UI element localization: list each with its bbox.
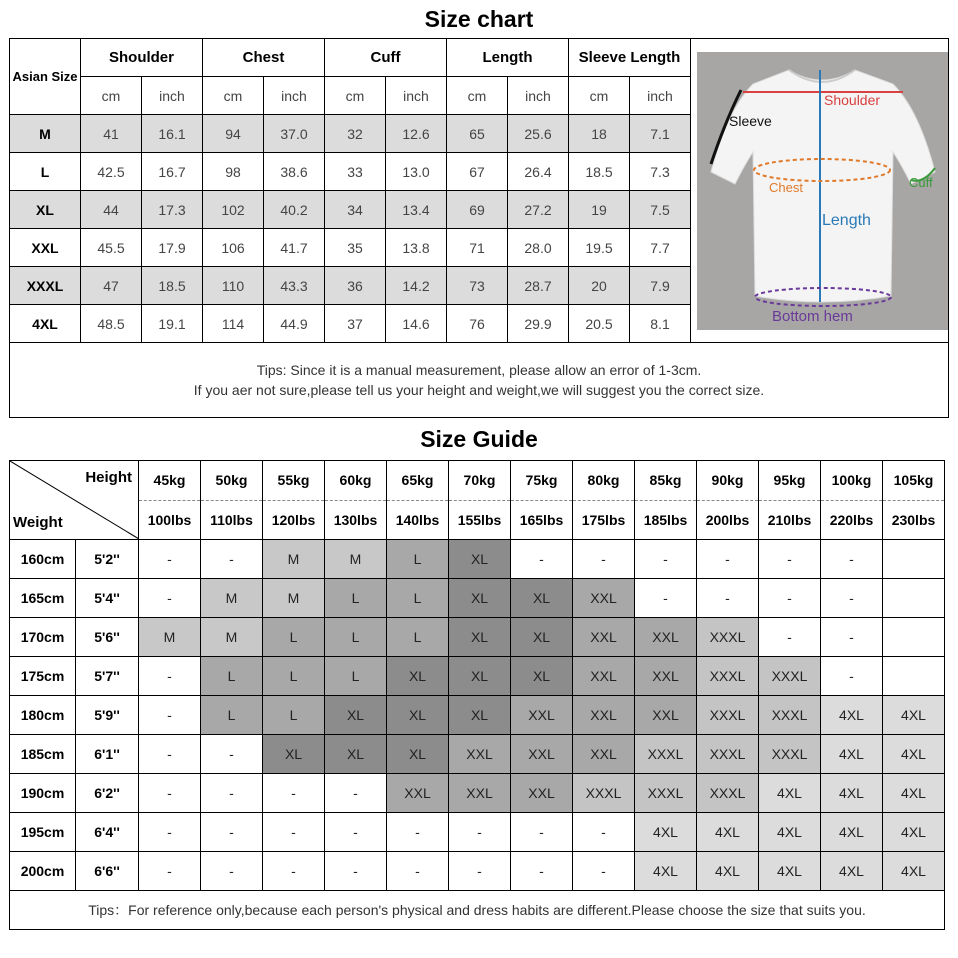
size-cell: 4XL bbox=[883, 696, 945, 735]
weight-kg-header: 50kg bbox=[201, 461, 263, 501]
size-label: 4XL bbox=[10, 305, 81, 343]
column-header: Length bbox=[447, 39, 569, 77]
table-cell: 18.5 bbox=[569, 153, 630, 191]
weight-kg-header: 60kg bbox=[325, 461, 387, 501]
height-ft: 5'4'' bbox=[76, 579, 139, 618]
weight-lbs-header: 140lbs bbox=[387, 500, 449, 540]
weight-lbs-header: 165lbs bbox=[511, 500, 573, 540]
height-ft: 5'7'' bbox=[76, 657, 139, 696]
table-cell: 18 bbox=[569, 115, 630, 153]
height-ft: 5'2'' bbox=[76, 540, 139, 579]
size-cell: XXL bbox=[511, 735, 573, 774]
size-cell: L bbox=[201, 657, 263, 696]
size-cell: XL bbox=[511, 657, 573, 696]
weight-kg-header: 55kg bbox=[263, 461, 325, 501]
size-cell: 4XL bbox=[759, 852, 821, 891]
column-header: Shoulder bbox=[81, 39, 203, 77]
size-cell: - bbox=[387, 852, 449, 891]
size-cell: - bbox=[325, 813, 387, 852]
size-cell: XXXL bbox=[697, 657, 759, 696]
weight-kg-header: 95kg bbox=[759, 461, 821, 501]
size-cell: XXL bbox=[635, 618, 697, 657]
table-cell: 17.9 bbox=[142, 229, 203, 267]
height-ft: 5'6'' bbox=[76, 618, 139, 657]
size-cell: - bbox=[325, 774, 387, 813]
shoulder-label: Shoulder bbox=[824, 92, 881, 108]
weight-lbs-header: 155lbs bbox=[449, 500, 511, 540]
table-cell: 67 bbox=[447, 153, 508, 191]
height-cm: 200cm bbox=[10, 852, 76, 891]
unit-header: cm bbox=[325, 77, 386, 115]
size-cell: - bbox=[821, 618, 883, 657]
size-cell: 4XL bbox=[635, 852, 697, 891]
size-cell: - bbox=[821, 540, 883, 579]
size-cell: M bbox=[201, 579, 263, 618]
size-cell: - bbox=[263, 813, 325, 852]
size-cell: - bbox=[139, 657, 201, 696]
size-cell: XXL bbox=[511, 696, 573, 735]
table-cell: 8.1 bbox=[630, 305, 691, 343]
table-cell: 14.2 bbox=[386, 267, 447, 305]
table-cell: 20 bbox=[569, 267, 630, 305]
size-cell: 4XL bbox=[821, 852, 883, 891]
size-cell: L bbox=[263, 618, 325, 657]
size-cell: L bbox=[325, 657, 387, 696]
size-cell: L bbox=[387, 618, 449, 657]
tshirt-measurement-diagram bbox=[697, 52, 948, 330]
weight-lbs-header: 175lbs bbox=[573, 500, 635, 540]
size-cell: XXL bbox=[511, 774, 573, 813]
size-cell: L bbox=[387, 579, 449, 618]
table-cell: 94 bbox=[203, 115, 264, 153]
weight-kg-header: 45kg bbox=[139, 461, 201, 501]
size-cell: XXL bbox=[635, 657, 697, 696]
table-cell: 65 bbox=[447, 115, 508, 153]
table-row bbox=[10, 774, 945, 813]
height-weight-corner bbox=[10, 461, 139, 540]
height-ft: 6'2'' bbox=[76, 774, 139, 813]
weight-lbs-header: 120lbs bbox=[263, 500, 325, 540]
unit-header: cm bbox=[203, 77, 264, 115]
height-cm: 185cm bbox=[10, 735, 76, 774]
weight-kg-header: 75kg bbox=[511, 461, 573, 501]
size-cell: 4XL bbox=[759, 813, 821, 852]
size-cell: XL bbox=[449, 696, 511, 735]
table-cell: 102 bbox=[203, 191, 264, 229]
size-cell: L bbox=[387, 540, 449, 579]
size-cell bbox=[883, 579, 945, 618]
height-cm: 160cm bbox=[10, 540, 76, 579]
table-cell: 16.1 bbox=[142, 115, 203, 153]
tips-line-2: If you aer not sure,please tell us your height and weight,we will suggest you the correct size. bbox=[193, 382, 765, 398]
size-cell: XL bbox=[449, 657, 511, 696]
size-guide-tips: Tips：For reference only,because each person's physical and dress habits are different.Please choose the size that suits you. bbox=[10, 891, 945, 930]
table-cell: 19 bbox=[569, 191, 630, 229]
height-ft: 6'1'' bbox=[76, 735, 139, 774]
size-cell: 4XL bbox=[697, 813, 759, 852]
size-cell: - bbox=[821, 657, 883, 696]
table-cell: 18.5 bbox=[142, 267, 203, 305]
size-cell: L bbox=[325, 618, 387, 657]
table-cell: 13.8 bbox=[386, 229, 447, 267]
size-cell: 4XL bbox=[821, 735, 883, 774]
size-cell: 4XL bbox=[759, 774, 821, 813]
weight-label: Weight bbox=[13, 514, 63, 531]
table-cell: 20.5 bbox=[569, 305, 630, 343]
table-cell: 33 bbox=[325, 153, 386, 191]
table-row bbox=[10, 696, 945, 735]
size-cell: - bbox=[263, 774, 325, 813]
size-cell: XXXL bbox=[759, 657, 821, 696]
weight-kg-header: 105kg bbox=[883, 461, 945, 501]
table-cell: 28.7 bbox=[508, 267, 569, 305]
table-cell: 98 bbox=[203, 153, 264, 191]
table-cell: 19.1 bbox=[142, 305, 203, 343]
table-cell: 44.9 bbox=[264, 305, 325, 343]
size-cell: XXXL bbox=[635, 774, 697, 813]
size-cell: XL bbox=[449, 579, 511, 618]
size-cell: - bbox=[201, 852, 263, 891]
table-cell: 43.3 bbox=[264, 267, 325, 305]
size-cell: 4XL bbox=[883, 774, 945, 813]
size-cell: 4XL bbox=[821, 774, 883, 813]
size-cell bbox=[883, 540, 945, 579]
sleeve-label: Sleeve bbox=[729, 113, 772, 129]
height-cm: 180cm bbox=[10, 696, 76, 735]
size-cell bbox=[883, 657, 945, 696]
size-cell: M bbox=[325, 540, 387, 579]
table-cell: 7.1 bbox=[630, 115, 691, 153]
table-cell: 19.5 bbox=[569, 229, 630, 267]
size-cell: - bbox=[573, 540, 635, 579]
size-label: XXL bbox=[10, 229, 81, 267]
table-cell: 110 bbox=[203, 267, 264, 305]
size-cell: - bbox=[201, 540, 263, 579]
size-cell: - bbox=[139, 852, 201, 891]
size-cell: - bbox=[635, 579, 697, 618]
table-cell: 37 bbox=[325, 305, 386, 343]
weight-kg-header: 80kg bbox=[573, 461, 635, 501]
table-cell: 14.6 bbox=[386, 305, 447, 343]
size-cell bbox=[883, 618, 945, 657]
unit-header: inch bbox=[264, 77, 325, 115]
size-cell: L bbox=[263, 657, 325, 696]
size-cell: 4XL bbox=[883, 813, 945, 852]
size-cell: XL bbox=[511, 618, 573, 657]
size-cell: - bbox=[449, 852, 511, 891]
weight-kg-header: 90kg bbox=[697, 461, 759, 501]
table-cell: 25.6 bbox=[508, 115, 569, 153]
size-cell: XXXL bbox=[697, 618, 759, 657]
size-cell: XXXL bbox=[697, 774, 759, 813]
table-cell: 47 bbox=[81, 267, 142, 305]
size-cell: - bbox=[635, 540, 697, 579]
table-row bbox=[10, 813, 945, 852]
table-cell: 37.0 bbox=[264, 115, 325, 153]
table-cell: 73 bbox=[447, 267, 508, 305]
size-cell: - bbox=[139, 735, 201, 774]
tips-line-1: Tips: Since it is a manual measurement, please allow an error of 1-3cm. bbox=[256, 362, 702, 378]
table-cell: 32 bbox=[325, 115, 386, 153]
cuff-label: Cuff bbox=[909, 175, 933, 190]
size-cell: - bbox=[201, 735, 263, 774]
size-cell: - bbox=[759, 618, 821, 657]
height-cm: 170cm bbox=[10, 618, 76, 657]
size-cell: XL bbox=[387, 657, 449, 696]
size-cell: XXL bbox=[573, 696, 635, 735]
weight-lbs-header: 210lbs bbox=[759, 500, 821, 540]
size-label: XXXL bbox=[10, 267, 81, 305]
size-cell: XXXL bbox=[573, 774, 635, 813]
height-ft: 6'4'' bbox=[76, 813, 139, 852]
table-row bbox=[10, 540, 945, 579]
size-cell: - bbox=[821, 579, 883, 618]
table-cell: 13.4 bbox=[386, 191, 447, 229]
table-cell: 7.5 bbox=[630, 191, 691, 229]
weight-kg-header: 65kg bbox=[387, 461, 449, 501]
size-cell: - bbox=[697, 540, 759, 579]
table-cell: 7.7 bbox=[630, 229, 691, 267]
unit-header: inch bbox=[630, 77, 691, 115]
asian-size-header: Asian Size bbox=[10, 39, 81, 115]
size-guide-table bbox=[9, 460, 945, 930]
size-label: L bbox=[10, 153, 81, 191]
size-cell: - bbox=[511, 852, 573, 891]
size-cell: M bbox=[201, 618, 263, 657]
unit-header: inch bbox=[508, 77, 569, 115]
table-cell: 42.5 bbox=[81, 153, 142, 191]
size-cell: XXL bbox=[573, 579, 635, 618]
weight-kg-header: 85kg bbox=[635, 461, 697, 501]
weight-kg-header: 70kg bbox=[449, 461, 511, 501]
size-cell: - bbox=[573, 813, 635, 852]
size-cell: L bbox=[325, 579, 387, 618]
size-cell: XXL bbox=[449, 735, 511, 774]
table-cell: 12.6 bbox=[386, 115, 447, 153]
table-row bbox=[10, 618, 945, 657]
size-chart-tips bbox=[10, 343, 949, 418]
size-cell: - bbox=[511, 540, 573, 579]
size-cell: M bbox=[263, 579, 325, 618]
height-cm: 175cm bbox=[10, 657, 76, 696]
table-cell: 44 bbox=[81, 191, 142, 229]
table-cell: 76 bbox=[447, 305, 508, 343]
size-cell: XXL bbox=[387, 774, 449, 813]
table-cell: 28.0 bbox=[508, 229, 569, 267]
table-cell: 36 bbox=[325, 267, 386, 305]
table-row bbox=[10, 657, 945, 696]
size-cell: L bbox=[201, 696, 263, 735]
size-cell: XXL bbox=[449, 774, 511, 813]
table-cell: 69 bbox=[447, 191, 508, 229]
size-cell: - bbox=[325, 852, 387, 891]
size-cell: XL bbox=[511, 579, 573, 618]
table-cell: 106 bbox=[203, 229, 264, 267]
table-cell: 27.2 bbox=[508, 191, 569, 229]
size-cell: M bbox=[263, 540, 325, 579]
size-cell: - bbox=[697, 579, 759, 618]
unit-header: cm bbox=[447, 77, 508, 115]
size-guide-title: Size Guide bbox=[420, 426, 538, 452]
table-cell: 16.7 bbox=[142, 153, 203, 191]
table-cell: 7.9 bbox=[630, 267, 691, 305]
column-header: Chest bbox=[203, 39, 325, 77]
size-cell: XXL bbox=[573, 618, 635, 657]
size-cell: - bbox=[263, 852, 325, 891]
tshirt-shape bbox=[711, 70, 935, 302]
size-cell: - bbox=[759, 579, 821, 618]
table-row bbox=[10, 852, 945, 891]
table-row bbox=[10, 579, 945, 618]
size-cell: - bbox=[139, 774, 201, 813]
table-cell: 13.0 bbox=[386, 153, 447, 191]
table-cell: 48.5 bbox=[81, 305, 142, 343]
size-cell: - bbox=[139, 540, 201, 579]
unit-header: inch bbox=[142, 77, 203, 115]
size-cell: XXL bbox=[573, 735, 635, 774]
size-cell: XXXL bbox=[759, 735, 821, 774]
table-cell: 41.7 bbox=[264, 229, 325, 267]
unit-header: cm bbox=[81, 77, 142, 115]
height-label: Height bbox=[85, 469, 132, 486]
table-cell: 29.9 bbox=[508, 305, 569, 343]
size-label: M bbox=[10, 115, 81, 153]
table-cell: 17.3 bbox=[142, 191, 203, 229]
chest-label: Chest bbox=[769, 180, 803, 195]
size-cell: XXXL bbox=[697, 735, 759, 774]
table-cell: 38.6 bbox=[264, 153, 325, 191]
height-ft: 5'9'' bbox=[76, 696, 139, 735]
table-cell: 41 bbox=[81, 115, 142, 153]
unit-header: inch bbox=[386, 77, 447, 115]
weight-lbs-header: 220lbs bbox=[821, 500, 883, 540]
size-cell: - bbox=[139, 813, 201, 852]
size-cell: XL bbox=[449, 618, 511, 657]
weight-lbs-header: 100lbs bbox=[139, 500, 201, 540]
size-cell: XL bbox=[325, 735, 387, 774]
size-cell: 4XL bbox=[883, 735, 945, 774]
bottom-hem-label: Bottom hem bbox=[772, 308, 853, 325]
weight-lbs-header: 185lbs bbox=[635, 500, 697, 540]
size-cell: 4XL bbox=[821, 696, 883, 735]
size-chart-title: Size chart bbox=[424, 6, 534, 32]
size-cell: XXXL bbox=[697, 696, 759, 735]
size-label: XL bbox=[10, 191, 81, 229]
table-cell: 35 bbox=[325, 229, 386, 267]
size-cell: - bbox=[201, 813, 263, 852]
size-cell: XXL bbox=[573, 657, 635, 696]
size-cell: L bbox=[263, 696, 325, 735]
table-cell: 34 bbox=[325, 191, 386, 229]
weight-kg-header: 100kg bbox=[821, 461, 883, 501]
size-cell: XL bbox=[263, 735, 325, 774]
weight-lbs-header: 230lbs bbox=[883, 500, 945, 540]
table-row bbox=[10, 735, 945, 774]
size-cell: XL bbox=[325, 696, 387, 735]
size-cell: XL bbox=[387, 696, 449, 735]
height-cm: 195cm bbox=[10, 813, 76, 852]
size-cell: XXL bbox=[635, 696, 697, 735]
size-cell: - bbox=[387, 813, 449, 852]
size-cell: 4XL bbox=[883, 852, 945, 891]
table-cell: 114 bbox=[203, 305, 264, 343]
size-cell: XL bbox=[449, 540, 511, 579]
weight-lbs-header: 110lbs bbox=[201, 500, 263, 540]
weight-lbs-header: 200lbs bbox=[697, 500, 759, 540]
size-cell: 4XL bbox=[635, 813, 697, 852]
table-cell: 71 bbox=[447, 229, 508, 267]
size-cell: - bbox=[573, 852, 635, 891]
size-cell: XL bbox=[387, 735, 449, 774]
unit-header: cm bbox=[569, 77, 630, 115]
height-cm: 190cm bbox=[10, 774, 76, 813]
size-cell: - bbox=[139, 579, 201, 618]
table-cell: 26.4 bbox=[508, 153, 569, 191]
table-cell: 45.5 bbox=[81, 229, 142, 267]
column-header: Sleeve Length bbox=[569, 39, 691, 77]
size-cell: - bbox=[449, 813, 511, 852]
weight-lbs-header: 130lbs bbox=[325, 500, 387, 540]
length-label: Length bbox=[822, 212, 871, 229]
size-cell: M bbox=[139, 618, 201, 657]
height-cm: 165cm bbox=[10, 579, 76, 618]
height-ft: 6'6'' bbox=[76, 852, 139, 891]
table-cell: 40.2 bbox=[264, 191, 325, 229]
column-header: Cuff bbox=[325, 39, 447, 77]
size-cell: - bbox=[511, 813, 573, 852]
size-cell: - bbox=[759, 540, 821, 579]
size-cell: - bbox=[139, 696, 201, 735]
size-cell: XXXL bbox=[635, 735, 697, 774]
size-cell: 4XL bbox=[821, 813, 883, 852]
table-cell: 7.3 bbox=[630, 153, 691, 191]
size-cell: - bbox=[201, 774, 263, 813]
size-cell: XXXL bbox=[759, 696, 821, 735]
size-cell: 4XL bbox=[697, 852, 759, 891]
